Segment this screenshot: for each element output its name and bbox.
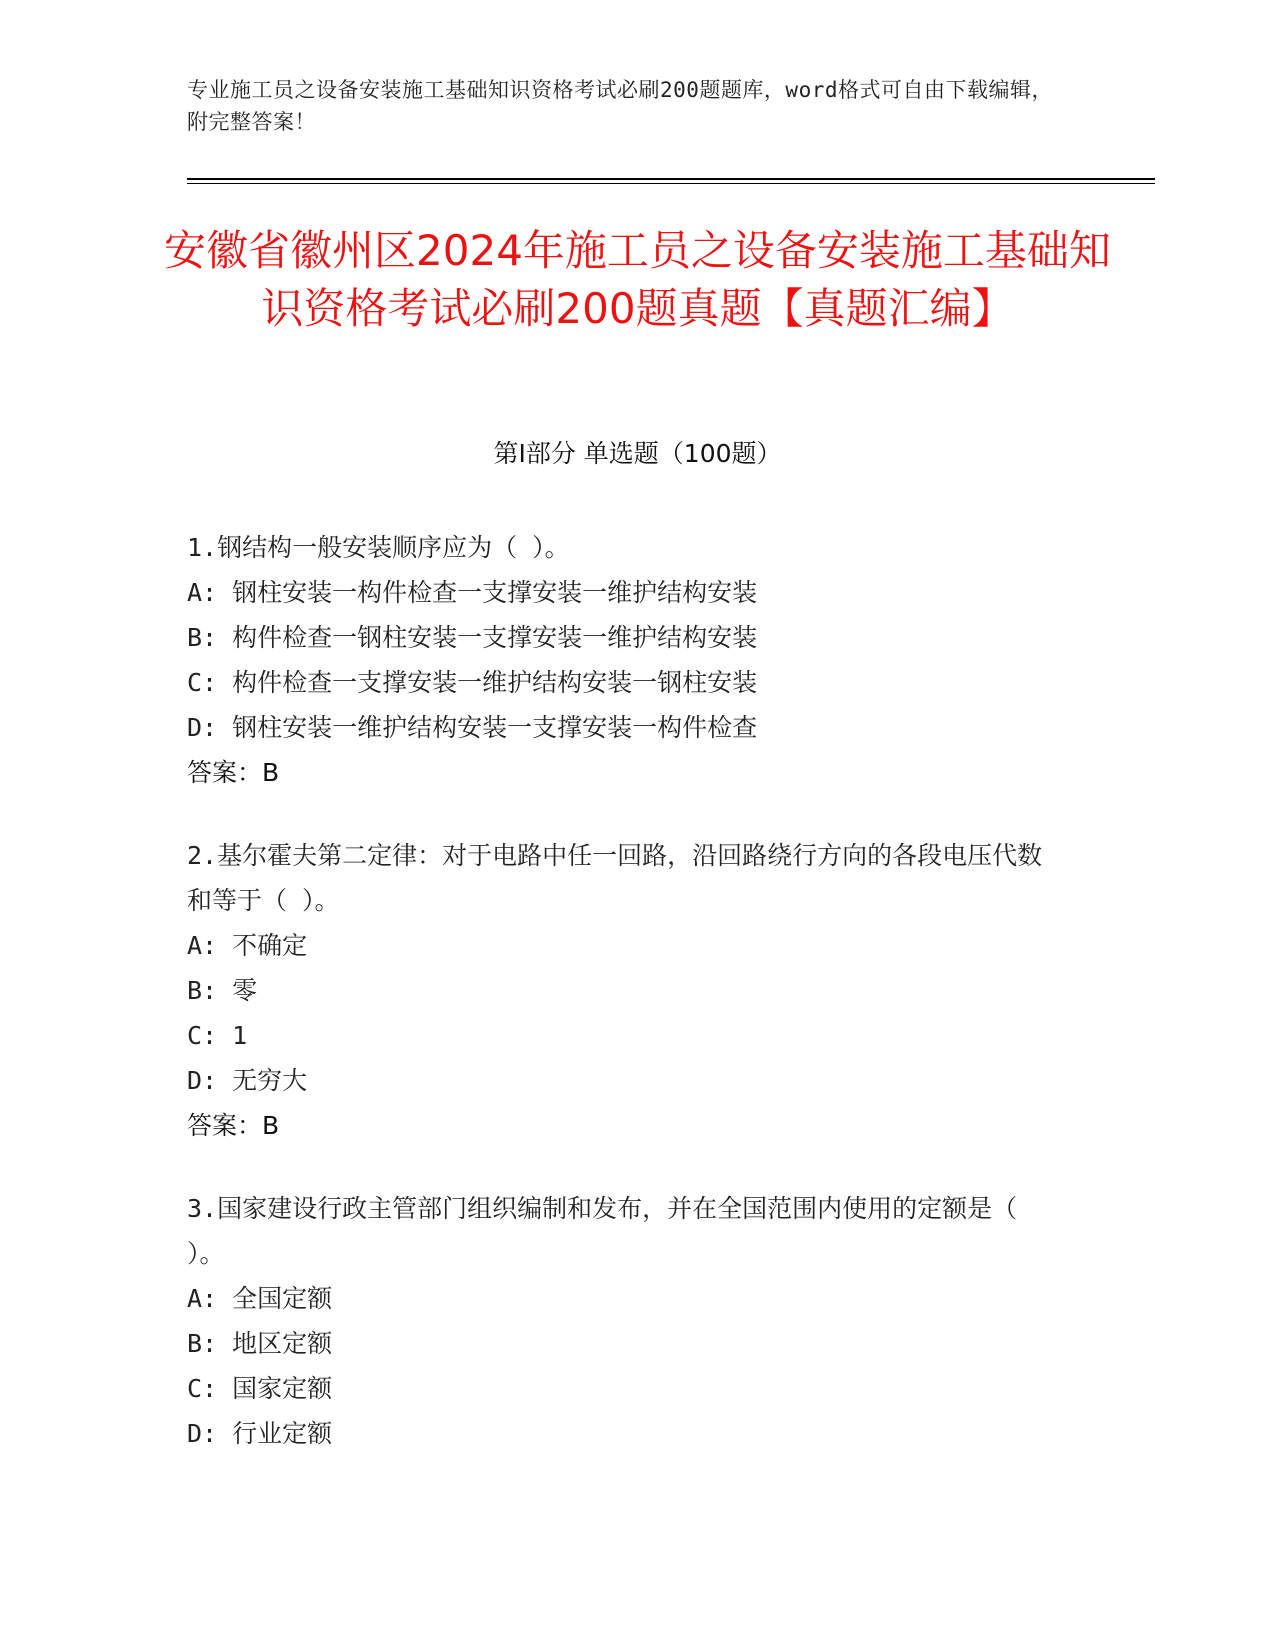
question-stem: 2.基尔霍夫第二定律：对于电路中任一回路，沿回路绕行方向的各段电压代数和等于（ ）。 bbox=[187, 841, 1043, 915]
question-item bbox=[187, 1186, 1067, 1456]
option-d: D: 行业定额 bbox=[187, 1419, 333, 1448]
answer-line: 答案：B bbox=[187, 1111, 280, 1140]
question-stem: 3.国家建设行政主管部门组织编制和发布，并在全国范围内使用的定额是（ ）。 bbox=[187, 1194, 1018, 1268]
option-a: A: 钢柱安装一构件检查一支撑安装一维护结构安装 bbox=[187, 578, 758, 607]
question-item bbox=[187, 833, 1067, 1148]
option-d: D: 钢柱安装一维护结构安装一支撑安装一构件检查 bbox=[187, 713, 758, 742]
question-stem: 1.钢结构一般安装顺序应为（ ）。 bbox=[187, 533, 570, 562]
document-title: 安徽省徽州区2024年施工员之设备安装施工基础知识资格考试必刷200题真题【真题汇编】 bbox=[164, 226, 1111, 333]
option-c: C: 国家定额 bbox=[187, 1374, 333, 1403]
option-d: D: 无穷大 bbox=[187, 1066, 308, 1095]
option-b: B: 地区定额 bbox=[187, 1329, 333, 1358]
header-note: 专业施工员之设备安装施工基础知识资格考试必刷200题题库，word格式可自由下载编辑，附完整答案！ bbox=[187, 78, 1053, 134]
option-c: C: 构件检查一支撑安装一维护结构安装一钢柱安装 bbox=[187, 668, 758, 697]
question-list bbox=[187, 525, 1067, 1494]
header-rule-thick bbox=[187, 178, 1155, 180]
question-item bbox=[187, 525, 1067, 795]
header-rule-thin bbox=[187, 183, 1155, 184]
option-c: C: 1 bbox=[187, 1021, 248, 1050]
option-b: B: 零 bbox=[187, 976, 258, 1005]
section-title: 第Ⅰ部分 单选题（100题） bbox=[493, 439, 782, 468]
option-a: A: 不确定 bbox=[187, 931, 308, 960]
option-a: A: 全国定额 bbox=[187, 1284, 333, 1313]
answer-line: 答案：B bbox=[187, 758, 280, 787]
option-b: B: 构件检查一钢柱安装一支撑安装一维护结构安装 bbox=[187, 623, 758, 652]
